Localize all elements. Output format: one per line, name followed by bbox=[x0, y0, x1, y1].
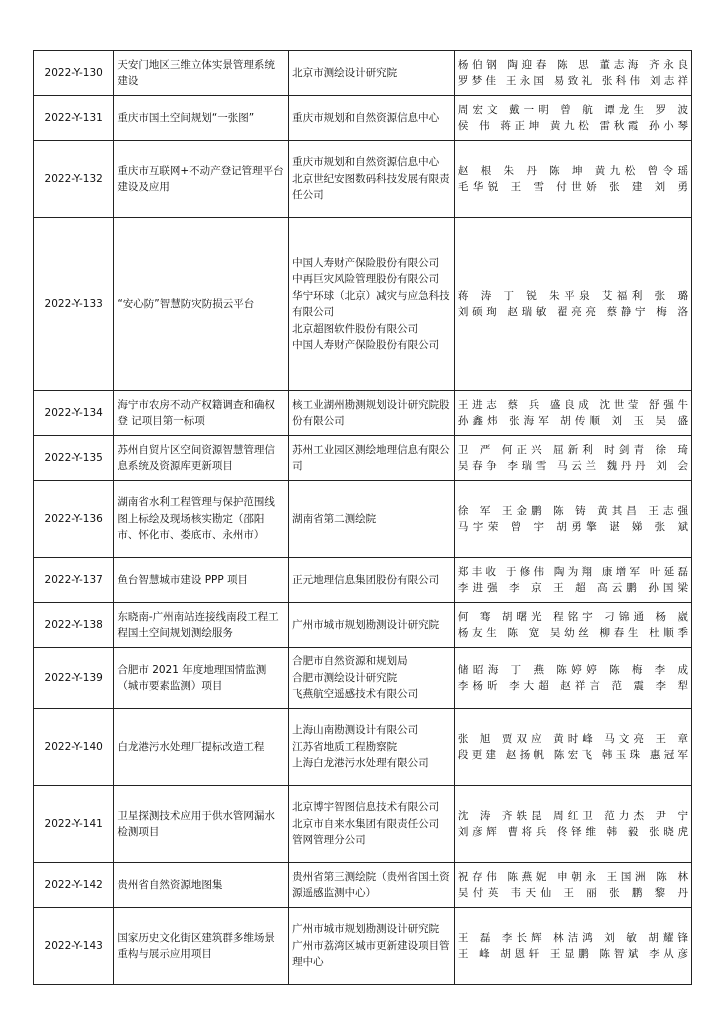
members-line: 马宇荣 曾 宇 胡勇擎 谌 娣 张 斌 bbox=[457, 521, 688, 533]
members-line: 储昭海 丁 燕 陈婷婷 陈 梅 李 成 bbox=[457, 663, 688, 676]
members-line: 刘彦辉 曹将兵 佟铎维 韩 毅 张晓虎 bbox=[457, 826, 688, 838]
members bbox=[454, 709, 691, 786]
members-line: 段更建 赵扬帆 陈宏飞 韩玉珠 惠冠军 bbox=[457, 749, 688, 761]
members bbox=[454, 51, 691, 96]
project-name: “安心防”智慧防灾防损云平台 bbox=[114, 218, 289, 391]
members bbox=[454, 481, 691, 558]
members-line: 何 骞 胡曙光 程铭宇 刁锦通 杨 崴 bbox=[457, 610, 688, 623]
members-line: 赵 根 朱 丹 陈 坤 黄九松 曾令瑶 bbox=[457, 164, 688, 177]
organization: 北京世纪安图数码科技发展有限责任公司 bbox=[292, 172, 450, 202]
project-id: 2022-Y-139 bbox=[34, 648, 114, 709]
organization: 贵州省第三测绘院（贵州省国土资源遥感监测中心） bbox=[292, 870, 450, 899]
members-line: 刘硕珣 赵瑞敏 翟亮亮 蔡静宁 梅 洛 bbox=[457, 306, 688, 318]
organization: 上海山南勘测设计有限公司 bbox=[292, 724, 419, 737]
table-row bbox=[34, 96, 692, 141]
table-row bbox=[34, 908, 692, 985]
organization: 北京超图软件股份有限公司 bbox=[292, 322, 419, 335]
organization: 管网管理分公司 bbox=[292, 834, 366, 847]
members-line: 侯 伟 蒋正坤 黄九松 雷秋霞 孙小琴 bbox=[457, 120, 688, 132]
organization: 江苏省地质工程勘察院 bbox=[292, 740, 398, 753]
organizations bbox=[289, 481, 455, 558]
table-row bbox=[34, 436, 692, 481]
table-row bbox=[34, 51, 692, 96]
organizations bbox=[289, 558, 455, 603]
project-id: 2022-Y-130 bbox=[34, 51, 114, 96]
project-name: 国家历史文化街区建筑群多维场景重构与展示应用项目 bbox=[114, 908, 289, 985]
members bbox=[454, 648, 691, 709]
organization: 北京博宇智图信息技术有限公司 bbox=[292, 801, 440, 814]
table-row bbox=[34, 603, 692, 648]
awards-table bbox=[33, 50, 692, 985]
members bbox=[454, 863, 691, 908]
organization: 湖南省第二测绘院 bbox=[292, 512, 377, 525]
organization: 合肥市测绘设计研究院 bbox=[292, 671, 398, 684]
table-row bbox=[34, 648, 692, 709]
organizations bbox=[289, 96, 455, 141]
project-name: 卫星探测技术应用于供水管网漏水检测项目 bbox=[114, 786, 289, 863]
members-line: 张 旭 贾双应 黄时峰 马文亮 王 章 bbox=[457, 732, 688, 745]
members-line: 徐 军 王金鹏 陈 铸 黄其昌 王志强 bbox=[457, 504, 688, 517]
organization: 中国人寿财产保险股份有限公司 bbox=[292, 339, 440, 351]
project-name: 贵州省自然资源地图集 bbox=[114, 863, 289, 908]
organizations bbox=[289, 218, 455, 391]
organization: 北京市自来水集团有限责任公司 bbox=[292, 817, 440, 830]
organization: 合肥市自然资源和规划局 bbox=[292, 655, 408, 668]
organization: 苏州工业园区测绘地理信息有限公司 bbox=[292, 443, 450, 472]
project-name: 合肥市 2021 年度地理国情监测（城市要素监测）项目 bbox=[114, 648, 289, 709]
project-id: 2022-Y-135 bbox=[34, 436, 114, 481]
members bbox=[454, 436, 691, 481]
members bbox=[454, 218, 691, 391]
organization: 核工业湖州勘测规划设计研究院股份有限公司 bbox=[292, 398, 450, 427]
members bbox=[454, 603, 691, 648]
organizations bbox=[289, 391, 455, 436]
project-name: 鱼台智慧城市建设 PPP 项目 bbox=[114, 558, 289, 603]
table-row bbox=[34, 218, 692, 391]
members-line: 吴春争 李瑞雪 马云兰 魏丹丹 刘 会 bbox=[457, 460, 688, 472]
organization: 上海白龙港污水处理有限公司 bbox=[292, 757, 429, 770]
members-line: 杨友生 陈 宽 吴幼丝 柳春生 杜顺季 bbox=[457, 627, 688, 639]
project-id: 2022-Y-140 bbox=[34, 709, 114, 786]
organization: 中再巨灾风险管理股份有限公司 bbox=[292, 273, 440, 285]
members-line: 祝存伟 陈燕妮 申朝永 王国洲 陈 林 bbox=[457, 870, 688, 883]
project-id: 2022-Y-138 bbox=[34, 603, 114, 648]
project-id: 2022-Y-131 bbox=[34, 96, 114, 141]
organizations bbox=[289, 436, 455, 481]
project-id: 2022-Y-137 bbox=[34, 558, 114, 603]
organizations bbox=[289, 908, 455, 985]
project-name: 天安门地区三维立体实景管理系统建设 bbox=[114, 51, 289, 96]
table-row bbox=[34, 481, 692, 558]
project-name: 苏州自贸片区空间资源智慧管理信息系统及资源库更新项目 bbox=[114, 436, 289, 481]
table-row bbox=[34, 863, 692, 908]
members-line: 王 峰 胡恩轩 王显鹏 陈智斌 李从彦 bbox=[457, 948, 688, 960]
members-line: 吴付英 韦天仙 王 丽 张 鹏 黎 丹 bbox=[457, 887, 688, 899]
organizations bbox=[289, 51, 455, 96]
project-id: 2022-Y-133 bbox=[34, 218, 114, 391]
table-row bbox=[34, 786, 692, 863]
project-id: 2022-Y-132 bbox=[34, 141, 114, 218]
organization: 正元地理信息集团股份有限公司 bbox=[292, 573, 440, 586]
project-id: 2022-Y-142 bbox=[34, 863, 114, 908]
members-line: 罗梦佳 王永国 易致礼 张科伟 刘志祥 bbox=[457, 75, 688, 87]
organization: 重庆市规划和自然资源信息中心 bbox=[292, 111, 440, 124]
project-id: 2022-Y-134 bbox=[34, 391, 114, 436]
organizations bbox=[289, 603, 455, 648]
members-line: 王 磊 李长辉 林洁鸿 刘 敏 胡耀锋 bbox=[457, 931, 688, 944]
members-line: 毛华锐 王 雪 付世娇 张 建 刘 勇 bbox=[457, 181, 688, 193]
members-line: 孙鑫炜 张海军 胡传顺 刘 玉 吴 盛 bbox=[457, 415, 688, 427]
members bbox=[454, 786, 691, 863]
organization: 华宁环球（北京）减灾与应急科技有限公司 bbox=[292, 289, 450, 318]
members-line: 郑丰收 于修伟 陶为翔 康增军 叶延磊 bbox=[457, 565, 688, 578]
members-line: 蒋 涛 丁 锐 朱平泉 艾福利 张 璐 bbox=[457, 289, 688, 302]
organization: 飞燕航空遥感技术有限公司 bbox=[292, 688, 419, 701]
members-line: 周宏文 戴一明 曾 航 谭龙生 罗 波 bbox=[457, 103, 688, 116]
organization: 广州市城市规划勘测设计研究院 bbox=[292, 923, 440, 936]
organization: 广州市荔湾区城市更新建设项目管理中心 bbox=[292, 939, 450, 969]
project-name: 海宁市农房不动产权籍调查和确权登 记项目第一标项 bbox=[114, 391, 289, 436]
project-id: 2022-Y-136 bbox=[34, 481, 114, 558]
project-name: 湖南省水利工程管理与保护范围线图上标绘及现场核实勘定（邵阳市、怀化市、娄底市、永州市） bbox=[114, 481, 289, 558]
table-row bbox=[34, 558, 692, 603]
table-row bbox=[34, 391, 692, 436]
project-id: 2022-Y-143 bbox=[34, 908, 114, 985]
organization: 中国人寿财产保险股份有限公司 bbox=[292, 256, 440, 269]
organization: 重庆市规划和自然资源信息中心 bbox=[292, 156, 440, 169]
members-line: 卫 严 何正兴 屈新利 时剑青 徐 琦 bbox=[457, 443, 688, 456]
members-line: 沈 涛 齐轶昆 周红卫 范力杰 尹 宁 bbox=[457, 809, 688, 822]
members bbox=[454, 141, 691, 218]
table-row bbox=[34, 709, 692, 786]
members-line: 李杨昕 李大超 赵祥言 范 震 李 犁 bbox=[457, 680, 688, 692]
project-name: 重庆市互联网+不动产登记管理平台建设及应用 bbox=[114, 141, 289, 218]
members-line: 杨伯钢 陶迎春 陈 思 董志海 齐永良 bbox=[457, 58, 688, 71]
organization: 广州市城市规划勘测设计研究院 bbox=[292, 618, 440, 631]
organizations bbox=[289, 141, 455, 218]
members bbox=[454, 558, 691, 603]
members bbox=[454, 96, 691, 141]
organizations bbox=[289, 709, 455, 786]
project-name: 白龙港污水处理厂提标改造工程 bbox=[114, 709, 289, 786]
project-name: 东晓南-广州南站连接线南段工程工程国土空间规划测绘服务 bbox=[114, 603, 289, 648]
organizations bbox=[289, 648, 455, 709]
members bbox=[454, 908, 691, 985]
members-line: 李进强 李 京 王 超 高云鹏 孙国梁 bbox=[457, 582, 688, 594]
members-line: 王进志 蔡 兵 盛良成 沈世莹 舒强牛 bbox=[457, 398, 688, 411]
members bbox=[454, 391, 691, 436]
organization: 北京市测绘设计研究院 bbox=[292, 66, 398, 79]
organizations bbox=[289, 786, 455, 863]
project-id: 2022-Y-141 bbox=[34, 786, 114, 863]
project-name: 重庆市国土空间规划“一张图” bbox=[114, 96, 289, 141]
table-row bbox=[34, 141, 692, 218]
organizations bbox=[289, 863, 455, 908]
